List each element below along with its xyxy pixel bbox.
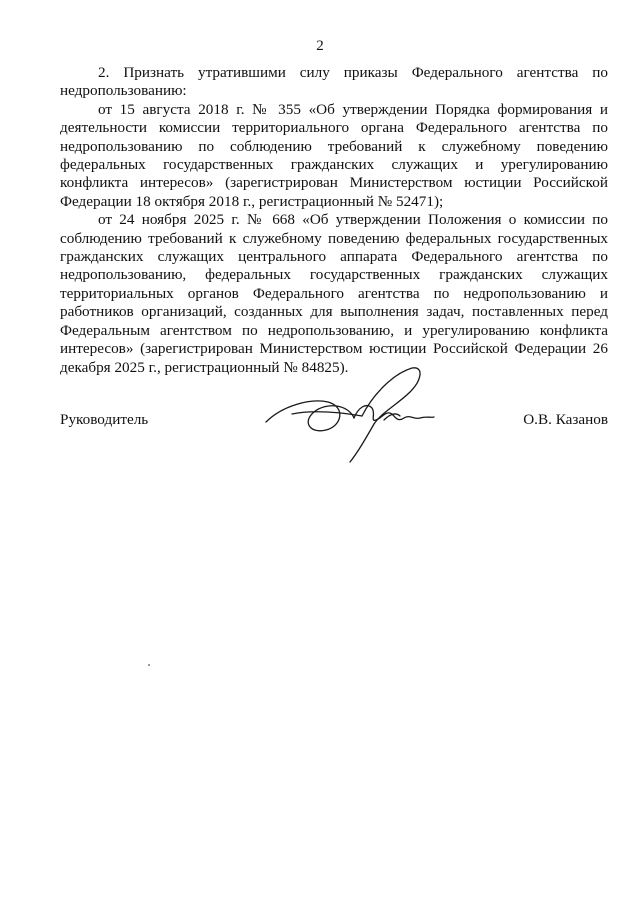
page-number: 2 [316, 38, 324, 54]
signer-position: Руководитель [60, 411, 149, 428]
scan-speck [148, 664, 150, 666]
paragraph-order-355: от 15 августа 2018 г. № 355 «Об утверждении Порядка формирования и деятельности комиссии территориального органа Федерального агентства по недропользованию по соблюдению требований к служебному поведению федеральных государственных гражданских служащих и урегулированию конфликта интересов» (зарегистрирован Министерством юстиции Российской Федерации 18 октября 2018 г., регистрационный № 52471); [60, 100, 608, 210]
paragraph-order-668: от 24 ноября 2025 г. № 668 «Об утверждении Положения о комиссии по соблюдению требований к служебному поведению федеральных государственных гражданских служащих центрального аппарата Федерального агентства по недропользованию, федеральных государственных гражданских служащих территориальных органов Федерального агентства по недропользованию и работников организаций, созданных для выполнения задач, поставленных перед Федеральным агентством по недропользованию, и урегулированию конфликта интересов» (зарегистрирован Министерством юстиции Российской Федерации 26 декабря 2025 г., регистрационный № 84825). [60, 211, 608, 376]
paragraph-repeal-orders: 2. Признать утратившими силу приказы Федерального агентства по недропользованию: [60, 64, 608, 100]
handwritten-signature [262, 362, 452, 466]
signer-name: О.В. Казанов [523, 411, 608, 428]
document-body [60, 64, 608, 377]
